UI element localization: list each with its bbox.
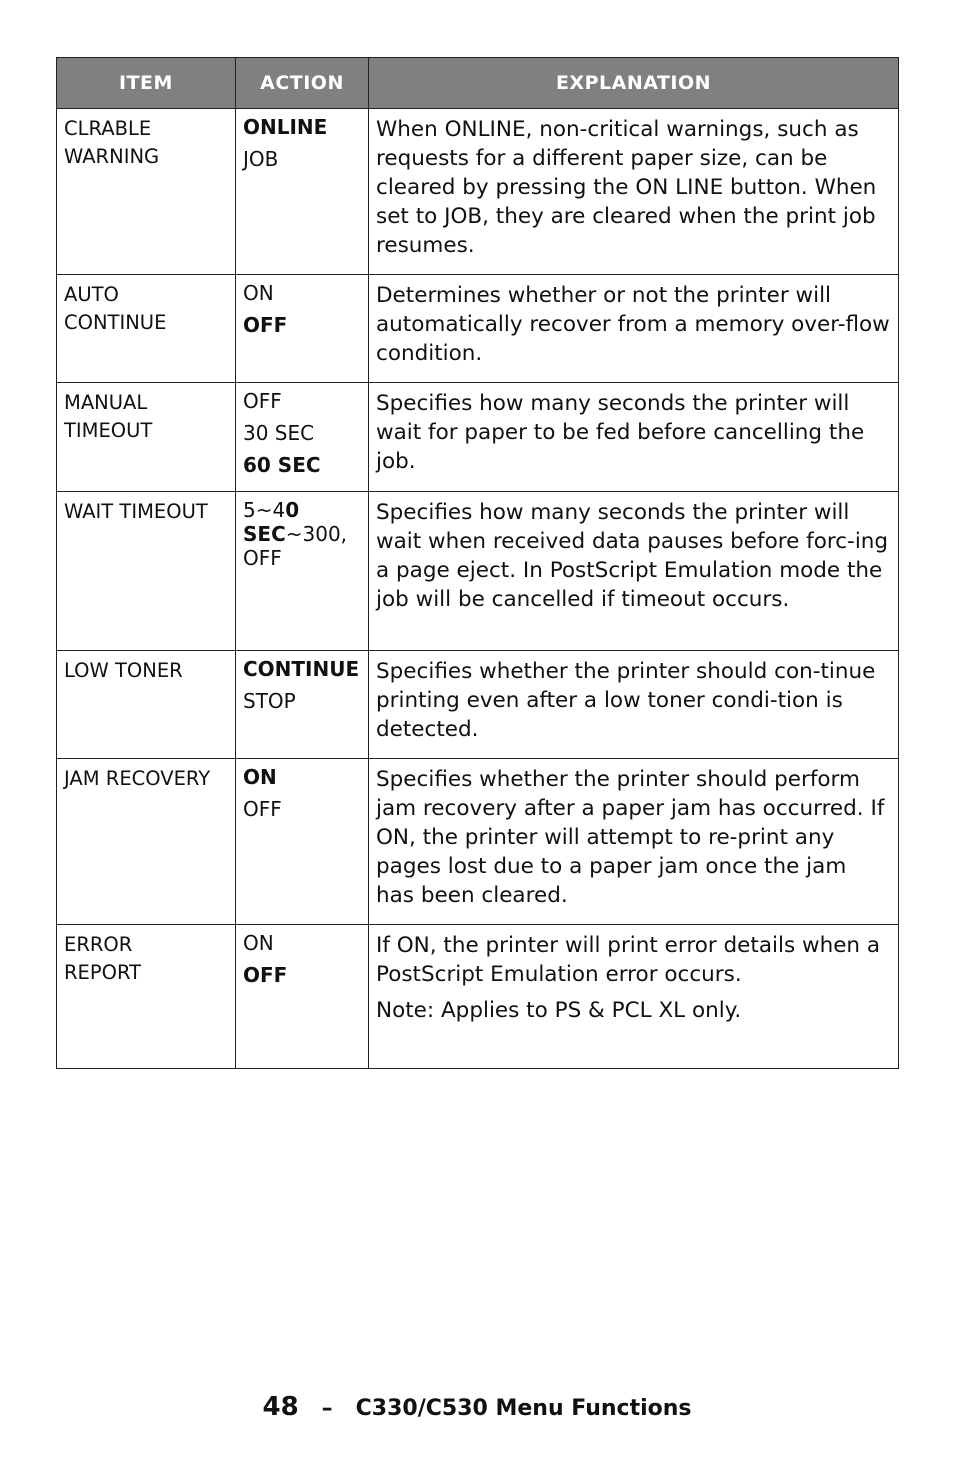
explanation-text: Specifies how many seconds the printer will wait when received data pauses before forc-ing a page eject. In PostScript Emulation mode the job will be cancelled if timeout occurs. <box>376 500 889 612</box>
action-option: 30 SEC <box>243 421 315 445</box>
action-option: STOP <box>243 689 296 713</box>
table-row <box>57 651 899 759</box>
item-label-line: TIMEOUT <box>64 419 153 442</box>
action-option-default: CONTINUE <box>243 657 360 681</box>
item-label-line: CONTINUE <box>64 311 167 334</box>
item-label-line: CLRABLE <box>64 117 152 140</box>
action-cell <box>236 651 369 759</box>
item-cell <box>57 109 236 275</box>
explanation-text: If ON, the printer will print error details when a PostScript Emulation error occurs. <box>376 933 881 987</box>
footer-title: C330/C530 Menu Functions <box>355 1396 692 1421</box>
action-option: ON <box>243 931 274 955</box>
action-cell <box>236 109 369 275</box>
table-row <box>57 275 899 383</box>
explanation-cell <box>369 383 899 492</box>
explanation-note: Note: Applies to PS & PCL XL only. <box>376 998 742 1023</box>
action-cell <box>236 383 369 492</box>
action-option: ON <box>243 281 274 305</box>
action-cell <box>236 275 369 383</box>
table-row <box>57 109 899 275</box>
header-explanation: EXPLANATION <box>369 58 899 109</box>
action-option: OFF <box>243 797 282 821</box>
action-range-default: 0 SEC <box>243 498 300 546</box>
header-item: ITEM <box>57 58 236 109</box>
action-cell <box>236 925 369 1069</box>
item-label-line: WAIT TIMEOUT <box>64 500 208 523</box>
item-label-line: JAM RECOVERY <box>64 767 211 790</box>
item-label-line: AUTO <box>64 283 119 306</box>
action-option-range <box>243 498 361 570</box>
item-cell <box>57 925 236 1069</box>
action-option-default: ONLINE <box>243 115 328 139</box>
item-cell <box>57 383 236 492</box>
table-row <box>57 383 899 492</box>
action-cell <box>236 492 369 651</box>
explanation-text: Specifies how many seconds the printer will wait for paper to be fed before cancelling the job. <box>376 391 865 474</box>
item-cell <box>57 651 236 759</box>
item-label-line: REPORT <box>64 961 142 984</box>
item-label-line: LOW TONER <box>64 659 183 682</box>
explanation-text: Specifies whether the printer should perform jam recovery after a paper jam has occurred. If ON, the printer will attempt to re-print any pages lost due to a paper jam once the jam has been cleared. <box>376 767 885 908</box>
page-footer <box>0 1392 954 1422</box>
action-option-default: ON <box>243 765 277 789</box>
action-cell <box>236 759 369 925</box>
action-option: OFF <box>243 389 282 413</box>
action-range-min: 5~4 <box>243 498 286 522</box>
table-row <box>57 925 899 1069</box>
explanation-cell <box>369 109 899 275</box>
explanation-cell <box>369 275 899 383</box>
explanation-cell <box>369 492 899 651</box>
explanation-cell <box>369 651 899 759</box>
header-action: ACTION <box>236 58 369 109</box>
page-number: 48 <box>262 1392 299 1422</box>
item-cell <box>57 492 236 651</box>
action-option: JOB <box>243 147 279 171</box>
table-header-row <box>57 58 899 109</box>
action-range-max: ~300, OFF <box>243 522 348 570</box>
item-label-line: MANUAL <box>64 391 148 414</box>
explanation-text: Determines whether or not the printer will automatically recover from a memory over-flow condition. <box>376 283 890 366</box>
action-option-default: 60 SEC <box>243 453 321 477</box>
explanation-text: Specifies whether the printer should con-tinue printing even after a low toner condi-tion is detected. <box>376 659 876 742</box>
action-option-default: OFF <box>243 313 288 337</box>
explanation-text: When ONLINE, non-critical warnings, such as requests for a different paper size, can be cleared by pressing the ON LINE button. When set to JOB, they are cleared when the print job resumes. <box>376 117 877 258</box>
table-row <box>57 492 899 651</box>
explanation-cell <box>369 925 899 1069</box>
menu-functions-table <box>56 57 899 1069</box>
item-cell <box>57 759 236 925</box>
footer-separator: – <box>321 1396 333 1421</box>
table-row <box>57 759 899 925</box>
item-label-line: ERROR <box>64 933 133 956</box>
explanation-cell <box>369 759 899 925</box>
item-cell <box>57 275 236 383</box>
item-label-line: WARNING <box>64 145 160 168</box>
action-option-default: OFF <box>243 963 288 987</box>
